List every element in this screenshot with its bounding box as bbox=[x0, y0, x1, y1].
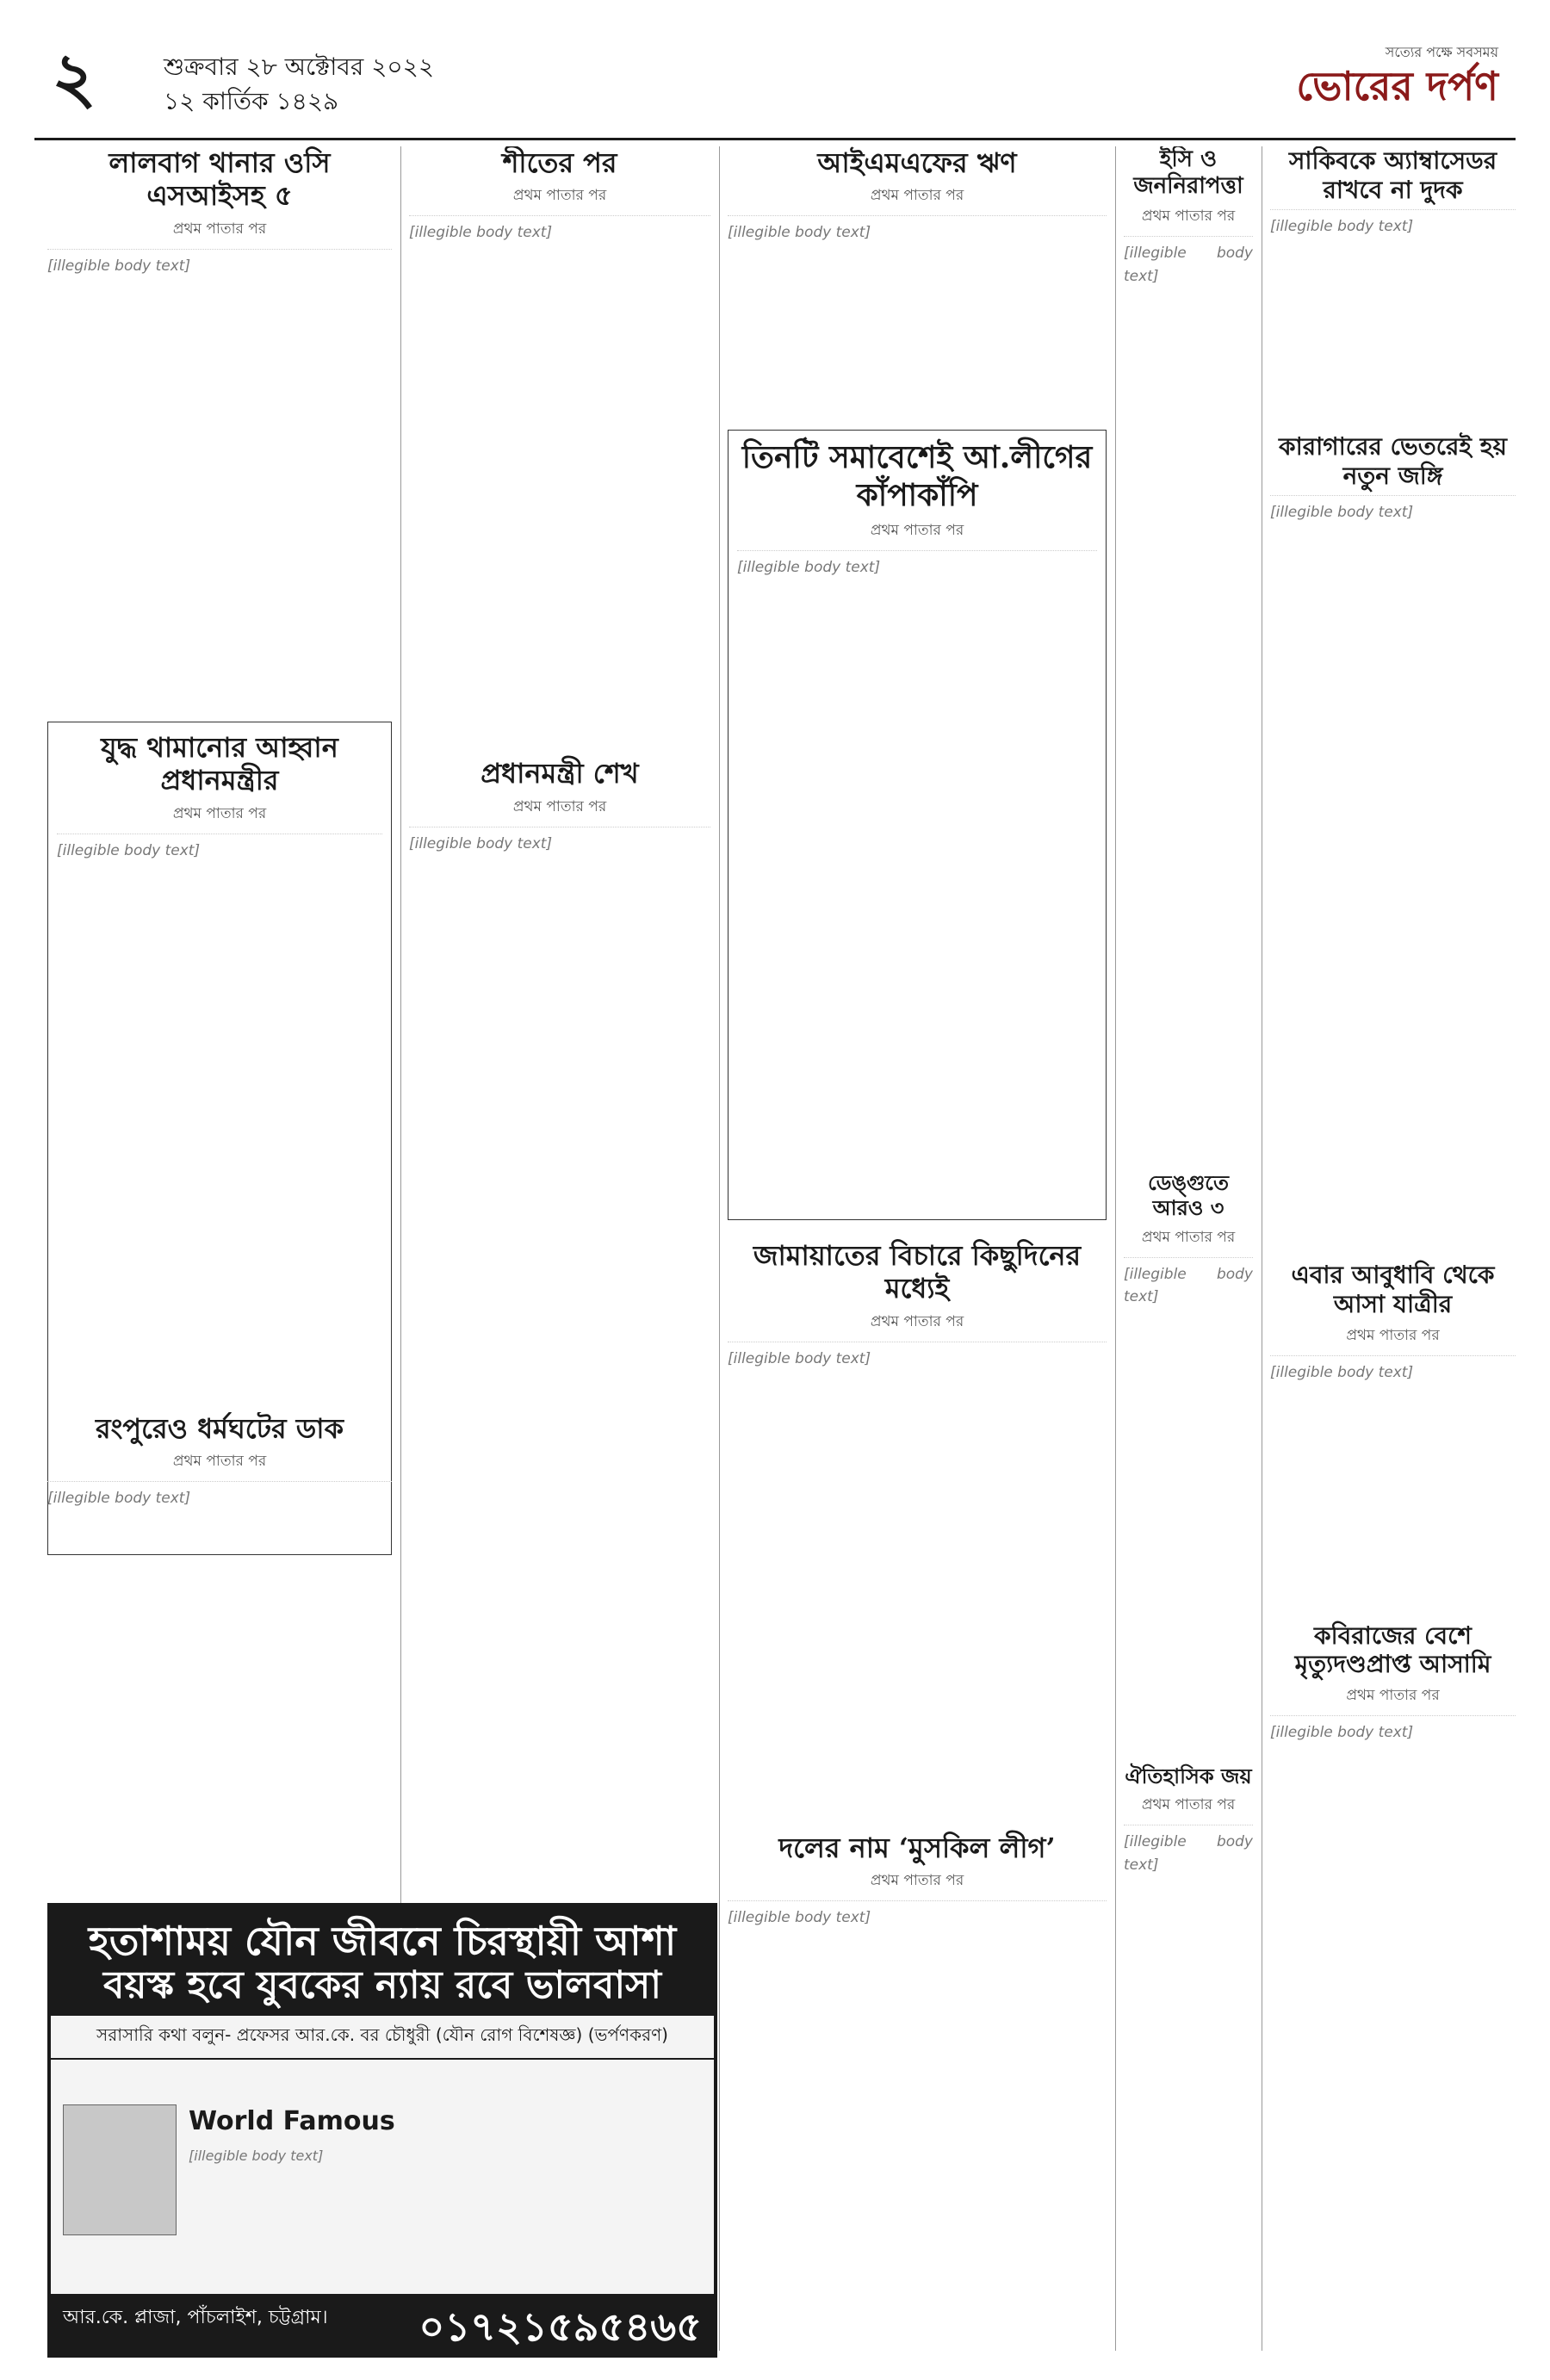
article-body: [illegible body text] bbox=[1270, 495, 1516, 1242]
column-rule bbox=[1115, 146, 1116, 2351]
article-body: [illegible body text] bbox=[409, 827, 710, 1883]
continued-label: প্রথম পাতার পর bbox=[1346, 1326, 1440, 1344]
continued-label: প্রথম পাতার পর bbox=[870, 1312, 964, 1330]
continued-label: প্রথম পাতার পর bbox=[870, 521, 964, 539]
continued-label: প্রথম পাতার পর bbox=[1141, 1796, 1236, 1814]
ad-headline-2: বয়স্ক হবে যুবকের ন্যায় রবে ভালবাসা bbox=[103, 1962, 661, 2007]
article-headline: ইসি ও জননিরাপত্তা bbox=[1133, 146, 1243, 200]
article bbox=[728, 1239, 1107, 1813]
article-headline: এবার আবুধাবি থেকে আসা যাত্রীর bbox=[1291, 1261, 1495, 1318]
continued-label: প্রথম পাতার পর bbox=[512, 187, 607, 205]
article-body: [illegible body text] bbox=[1270, 1715, 1516, 2324]
article-headline: দলের নাম ‘মুসকিল লীগ’ bbox=[778, 1831, 1056, 1864]
continued-label: প্রথম পাতার পর bbox=[512, 797, 607, 815]
article bbox=[47, 1412, 392, 1894]
column-4b bbox=[1124, 1171, 1253, 2351]
continued-label: প্রথম পাতার পর bbox=[172, 804, 267, 822]
article-headline: প্রধানমন্ত্রী শেখ bbox=[480, 757, 639, 790]
article bbox=[1270, 146, 1516, 413]
ad-phone-number: ০১৭২১৫৯৫৪৬৫ bbox=[418, 2303, 702, 2350]
article bbox=[409, 757, 710, 1882]
continued-label: প্রথম পাতার পর bbox=[1141, 208, 1236, 226]
column-3 bbox=[728, 146, 1107, 2351]
ad-banner bbox=[51, 1906, 714, 2016]
ad-portrait-photo bbox=[63, 2104, 177, 2235]
article-headline: কবিরাজের বেশে মৃত্যুদণ্ডপ্রাপ্ত আসামি bbox=[1294, 1621, 1491, 1679]
article-body: [illegible body text] bbox=[47, 249, 392, 703]
article-headline: যুদ্ধ থামানোর আহ্বান প্রধানমন্ত্রীর bbox=[101, 730, 338, 797]
ad-headline-1: হতাশাময় যৌন জীবনে চিরস্থায়ী আশা bbox=[88, 1918, 677, 1964]
advertisement bbox=[47, 1903, 717, 2358]
article-body: [illegible body text] bbox=[1270, 209, 1516, 413]
article-body: [illegible body text] bbox=[737, 550, 1097, 1211]
article-body: [illegible body text] bbox=[57, 834, 382, 1546]
brand-name: ভোরের দর্পণ bbox=[1296, 63, 1498, 109]
article bbox=[1270, 1621, 1516, 2324]
article bbox=[728, 430, 1107, 1219]
article-body: [illegible body text] bbox=[1124, 1257, 1253, 1745]
article-headline: তিনটি সমাবেশেই আ.লীগের কাঁপাকাঁপি bbox=[741, 439, 1093, 513]
article-body: [illegible body text] bbox=[1124, 1825, 1253, 2313]
article bbox=[1270, 432, 1516, 1242]
ad-footer bbox=[51, 2294, 714, 2354]
continued-label: প্রথম পাতার পর bbox=[1141, 1228, 1236, 1246]
article-body: [illegible body text] bbox=[1124, 236, 1253, 1017]
date-line-gregorian: শুক্রবার ২৮ অক্টোবর ২০২২ bbox=[164, 53, 435, 81]
article bbox=[1124, 1171, 1253, 1745]
column-rule bbox=[719, 146, 720, 2351]
article-headline: আইএমএফের ঋণ bbox=[817, 146, 1017, 179]
article bbox=[1124, 1764, 1253, 2314]
article-body: [illegible body text] bbox=[728, 1900, 1107, 2337]
continued-label: প্রথম পাতার পর bbox=[172, 220, 267, 238]
continued-label: প্রথম পাতার পর bbox=[870, 187, 964, 205]
ad-world-famous: World Famous bbox=[189, 2106, 395, 2136]
article-headline: ডেঙ্গুতে আরও ৩ bbox=[1148, 1171, 1229, 1220]
article bbox=[409, 146, 710, 738]
page-number: ২ bbox=[52, 37, 97, 118]
article-body: [illegible body text] bbox=[1270, 1355, 1516, 1602]
article-headline: রংপুরেও ধর্মঘটের ডাক bbox=[96, 1412, 344, 1445]
masthead bbox=[34, 34, 1516, 140]
article-body: [illegible body text] bbox=[47, 1481, 392, 1866]
article bbox=[1124, 146, 1253, 1017]
column-5 bbox=[1270, 146, 1516, 2351]
article-headline: শীতের পর bbox=[502, 146, 617, 179]
date-line-bangla: ১২ কার্তিক ১৪২৯ bbox=[164, 87, 339, 115]
newspaper-logo bbox=[1240, 41, 1498, 124]
article bbox=[47, 146, 392, 703]
article-body: [illegible body text] bbox=[409, 215, 710, 738]
ad-address: আর.কে. প্লাজা, পাঁচলাইশ, চট্টগ্রাম। bbox=[63, 2307, 328, 2328]
article-body: [illegible body text] bbox=[728, 1342, 1107, 1813]
article-headline: কারাগারের ভেতরেই হয় নতুন জঙ্গি bbox=[1279, 432, 1507, 490]
article-headline: ঐতিহাসিক জয় bbox=[1125, 1763, 1252, 1788]
article bbox=[1270, 1261, 1516, 1602]
brand-tagline: সত্যের পক্ষে সবসময় bbox=[1385, 44, 1498, 60]
article-headline: সাকিবকে অ্যাম্বাসেডর রাখবে না দুদক bbox=[1288, 146, 1497, 204]
article bbox=[728, 1831, 1107, 2337]
ad-subtitle: সরাসারি কথা বলুন- প্রফেসর আর.কে. বর চৌধুরী (যৌন রোগ বিশেষজ্ঞ) (ভর্পণকরণ) bbox=[51, 2016, 714, 2060]
ad-body: [illegible body text] bbox=[189, 2148, 324, 2164]
article bbox=[728, 146, 1107, 411]
article-headline: লালবাগ থানার ওসি এসআইসহ ৫ bbox=[108, 146, 331, 213]
continued-label: প্রথম পাতার পর bbox=[870, 1871, 964, 1889]
continued-label: প্রথম পাতার পর bbox=[172, 1453, 267, 1471]
article-body: [illegible body text] bbox=[728, 215, 1107, 411]
continued-label: প্রথম পাতার পর bbox=[1346, 1686, 1440, 1704]
article-headline: জামায়াতের বিচারে কিছুদিনের মধ্যেই bbox=[753, 1238, 1082, 1305]
